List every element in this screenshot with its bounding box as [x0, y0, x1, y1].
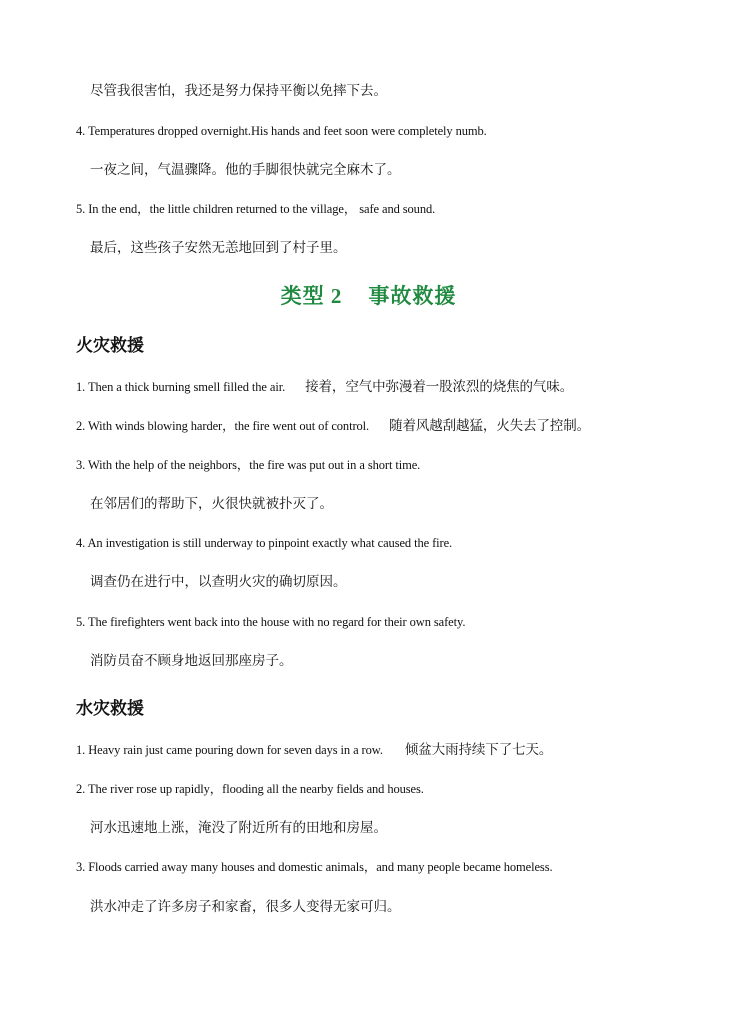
- type-label: 类型 2: [280, 284, 343, 308]
- sentence-en: 2. The river rose up rapidly，flooding all the nearby fields and houses.: [76, 782, 424, 796]
- sentence-zh: 尽管我很害怕，我还是努力保持平衡以免摔下去。: [90, 83, 387, 98]
- section-heading-flood: 水灾救援: [76, 699, 144, 718]
- sentence-row: [76, 417, 590, 435]
- type-title-text: 事故救援: [368, 284, 457, 308]
- sentence-zh: 随着风越刮越猛，火失去了控制。: [389, 418, 591, 433]
- sentence-en: 3. Floods carried away many houses and domestic animals，and many people became homeless.: [76, 860, 553, 874]
- sentence-zh: 最后，这些孩子安然无恙地回到了村子里。: [90, 240, 347, 255]
- type-heading: [0, 280, 737, 310]
- sentence-en: 3. With the help of the neighbors，the fire was put out in a short time.: [76, 458, 421, 472]
- sentence-zh: 洪水冲走了许多房子和家畜，很多人变得无家可归。: [90, 899, 401, 914]
- sentence-en: 1. Heavy rain just came pouring down for seven days in a row.: [76, 743, 383, 757]
- sentence-en: 4. An investigation is still underway to pinpoint exactly what caused the fire.: [76, 536, 453, 550]
- section-heading-fire: 火灾救援: [76, 336, 144, 355]
- sentence-zh: 河水迅速地上涨，淹没了附近所有的田地和房屋。: [90, 820, 387, 835]
- sentence-row: [76, 378, 573, 396]
- sentence-row: [76, 741, 552, 759]
- sentence-zh: 倾盆大雨持续下了七天。: [404, 742, 553, 757]
- sentence-zh: 一夜之间，气温骤降。他的手脚很快就完全麻木了。: [90, 162, 401, 177]
- sentence-en: 4. Temperatures dropped overnight.His hands and feet soon were completely numb.: [76, 124, 487, 138]
- sentence-zh: 接着，空气中弥漫着一股浓烈的烧焦的气味。: [305, 379, 574, 394]
- sentence-en: 5. The firefighters went back into the house with no regard for their own safety.: [76, 615, 466, 629]
- sentence-en: 1. Then a thick burning smell filled the air.: [76, 380, 286, 394]
- sentence-zh: 消防员奋不顾身地返回那座房子。: [90, 653, 293, 668]
- sentence-en: 2. With winds blowing harder，the fire went out of control.: [76, 419, 370, 433]
- sentence-zh: 在邻居们的帮助下，火很快就被扑灭了。: [90, 496, 333, 511]
- sentence-en: 5. In the end，the little children returned to the village， safe and sound.: [76, 202, 436, 216]
- sentence-zh: 调查仍在进行中，以查明火灾的确切原因。: [90, 574, 347, 589]
